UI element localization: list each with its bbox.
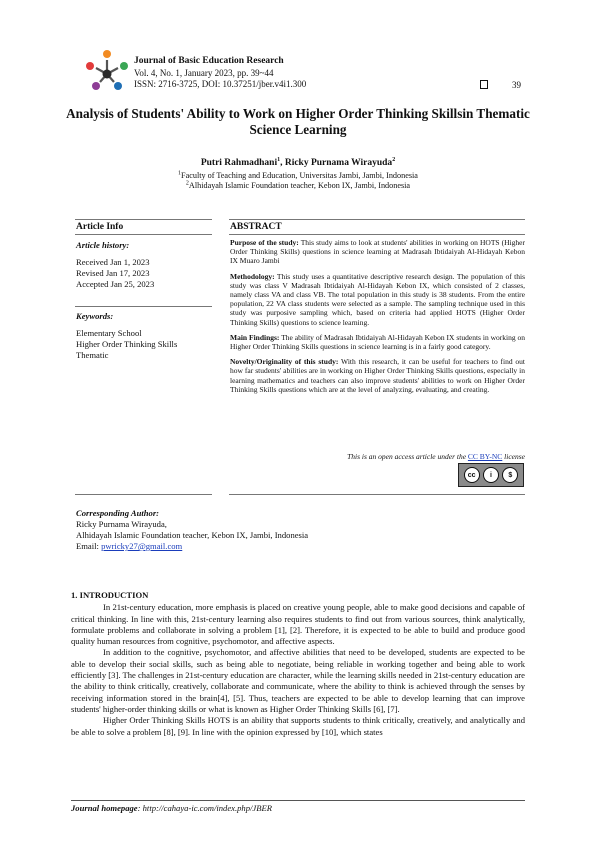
article-info-heading: Article Info xyxy=(76,222,124,232)
issn-doi-line: ISSN: 2716-3725, DOI: 10.37251/jber.v4i1.300 xyxy=(134,79,307,89)
affiliation-sup-1: 1 xyxy=(178,170,182,177)
noncommercial-icon: $ xyxy=(502,467,518,483)
corresponding-label: Corresponding Author: xyxy=(76,508,160,518)
abstract-novelty xyxy=(230,357,525,394)
author-name-1: Putri Rahmadhani xyxy=(200,158,278,168)
corresponding-author xyxy=(76,508,526,552)
license-link[interactable]: CC BY-NC xyxy=(467,452,503,461)
abstract-body xyxy=(230,238,525,400)
abstract-findings xyxy=(230,333,525,351)
email-label: Email: xyxy=(76,541,102,551)
body-paragraph: Higher Order Thinking Skills HOTS is an ability that supports students to think critically, creatively, and analytically and be able to solve a problem [8], [9]. In line with the opinion expressed by [10], which states xyxy=(71,715,525,737)
affiliation-1 xyxy=(60,171,536,180)
abstract-methodology xyxy=(230,272,525,327)
revised-date: Revised Jan 17, 2023 xyxy=(76,268,150,278)
journal-homepage-footer xyxy=(71,803,272,813)
license-prefix: This is an open access article under the xyxy=(347,452,468,461)
journal-header xyxy=(134,56,306,91)
license-suffix: license xyxy=(502,452,525,461)
methodology-label: Methodology: xyxy=(230,271,275,281)
rule-left-bottom xyxy=(75,494,212,495)
keywords-label: Keywords: xyxy=(76,311,114,321)
journal-name: Journal of Basic Education Research xyxy=(134,56,284,66)
affiliation-sup-2: 2 xyxy=(185,180,189,187)
author-separator: , xyxy=(280,158,285,168)
corresponding-address: Alhidayah Islamic Foundation teacher, Kebon IX, Jambi, Indonesia xyxy=(76,530,309,540)
affiliation-text-2: Alhidayah Islamic Foundation teacher, Kebon IX, Jambi, Indonesia xyxy=(188,181,411,190)
section-heading-introduction: 1. INTRODUCTION xyxy=(71,590,149,600)
author-sup-2: 2 xyxy=(392,156,396,163)
affiliation-2 xyxy=(60,181,536,190)
abstract-purpose xyxy=(230,238,525,266)
rule-right-bottom xyxy=(229,494,525,495)
journal-logo-icon xyxy=(84,48,130,94)
page-number: 39 xyxy=(512,80,521,90)
paper-title: Analysis of Students' Ability to Work on Higher Order Thinking Skillsin Thematic Science Learning xyxy=(66,106,530,137)
rule-left-top xyxy=(75,219,212,220)
homepage-url[interactable]: : http://cahaya-ic.com/index.php/JBER xyxy=(137,803,272,813)
keyword-item: Higher Order Thinking Skills xyxy=(76,339,178,349)
author-sup-1: 1 xyxy=(277,156,281,163)
abstract-heading: ABSTRACT xyxy=(230,222,282,232)
homepage-label: Journal homepage xyxy=(71,803,138,813)
cc-icon: cc xyxy=(464,467,480,483)
corresponding-name: Ricky Purnama Wirayuda, xyxy=(76,519,167,529)
license-statement xyxy=(230,452,525,461)
volume-line: Vol. 4, No. 1, January 2023, pp. 39~44 xyxy=(134,67,274,78)
article-history xyxy=(76,240,211,290)
article-history-label: Article history: xyxy=(76,240,130,250)
corresponding-email-line xyxy=(76,541,526,552)
footer-rule xyxy=(71,800,525,801)
findings-text: The ability of Madrasah Ibtidaiyah Al-Hidayah Kebon IX students in working on Higher Order Thinking Skills questions in science learning is in a fairly good category. xyxy=(230,332,525,352)
novelty-label: Novelty/Originality of this study: xyxy=(230,357,339,367)
keywords-block xyxy=(76,311,211,361)
rule-right-under-heading xyxy=(229,234,525,235)
novelty-text: With this research, it can be useful for teachers to find out how far students' abilities are in working on Higher Order Thinking Skills questions, especially in learning mathematics and teachers can also improve students' abilities to work on Higher Order Thinking Skills questions which are at the level of analyzing, evaluating, and creating. xyxy=(230,357,525,394)
purpose-label: Purpose of the study: xyxy=(230,238,299,247)
keyword-item: Thematic xyxy=(76,350,109,360)
rule-left-under-heading xyxy=(75,234,212,235)
received-date: Received Jan 1, 2023 xyxy=(76,257,150,267)
rule-left-mid xyxy=(75,306,212,307)
affiliation-text-1: Faculty of Teaching and Education, Universitas Jambi, Jambi, Indonesia xyxy=(181,171,418,180)
purpose-text: This study aims to look at students' abilities in working on HOTS (Higher Order Thinking Skills) questions in science learning at Madrasah Ibtidaiyah Al-Hidayah Kebon IX Muaro Jambi xyxy=(230,238,525,266)
accepted-date: Accepted Jan 25, 2023 xyxy=(76,279,155,289)
methodology-text: This study uses a quantitative descriptive research design. The population of this study was class V Madrasah Ibtidaiyah Al-Hidayah Kebon IX, which consisted of 2 classes, namely class VA and class VB. The total population in this study is 38 students. From the entire population, 22 VA class students were selected as a sample. The sampling technique used in this study was purposive sampling which, based on criteria had applied HOTS (Higher Order Thinking Skills) questions to science learning. xyxy=(230,271,525,327)
author-name-2: Ricky Purnama Wirayuda xyxy=(284,158,393,168)
body-paragraph: In addition to the cognitive, psychomotor, and affective abilities that need to be developed, students are expected to be able to develop their social skills, such as being able to negotiate, being reliable in working together and being able to work efficiently [3]. The challenges in 21st-century education are character, while the learning skills needed in 21st-century education are the ability to think critically, creatively, collaborate and communicate, where the ability to think is achieved through the senses by receiving information stored in the brain[4], [5]. Thus, teachers are expected to be able to develop learning that can improve students' higher-order thinking skills or what is known as Higher Order Thinking Skills [6], [7]. xyxy=(71,647,525,714)
attribution-icon: i xyxy=(483,467,499,483)
rule-right-top xyxy=(229,219,525,220)
main-body xyxy=(71,590,525,738)
body-paragraph: In 21st-century education, more emphasis is placed on creative young people, able to make good decisions and capable of critical thinking. In line with this, 21st-century learning also requires students to find out from various sources, think analytically, formulate problems and collaborate in solving a problem [1], [2]. Therefore, it is expected to be able to build and produce good quality human resources from cognitive, psychomotor, and affective aspects. xyxy=(71,602,525,647)
email-link[interactable]: pwricky27@gmail.com xyxy=(101,541,183,551)
page-square-icon xyxy=(480,80,488,89)
author-line xyxy=(60,158,536,168)
cc-license-badge[interactable] xyxy=(458,463,524,487)
keyword-item: Elementary School xyxy=(76,328,142,338)
findings-label: Main Findings: xyxy=(230,332,280,342)
